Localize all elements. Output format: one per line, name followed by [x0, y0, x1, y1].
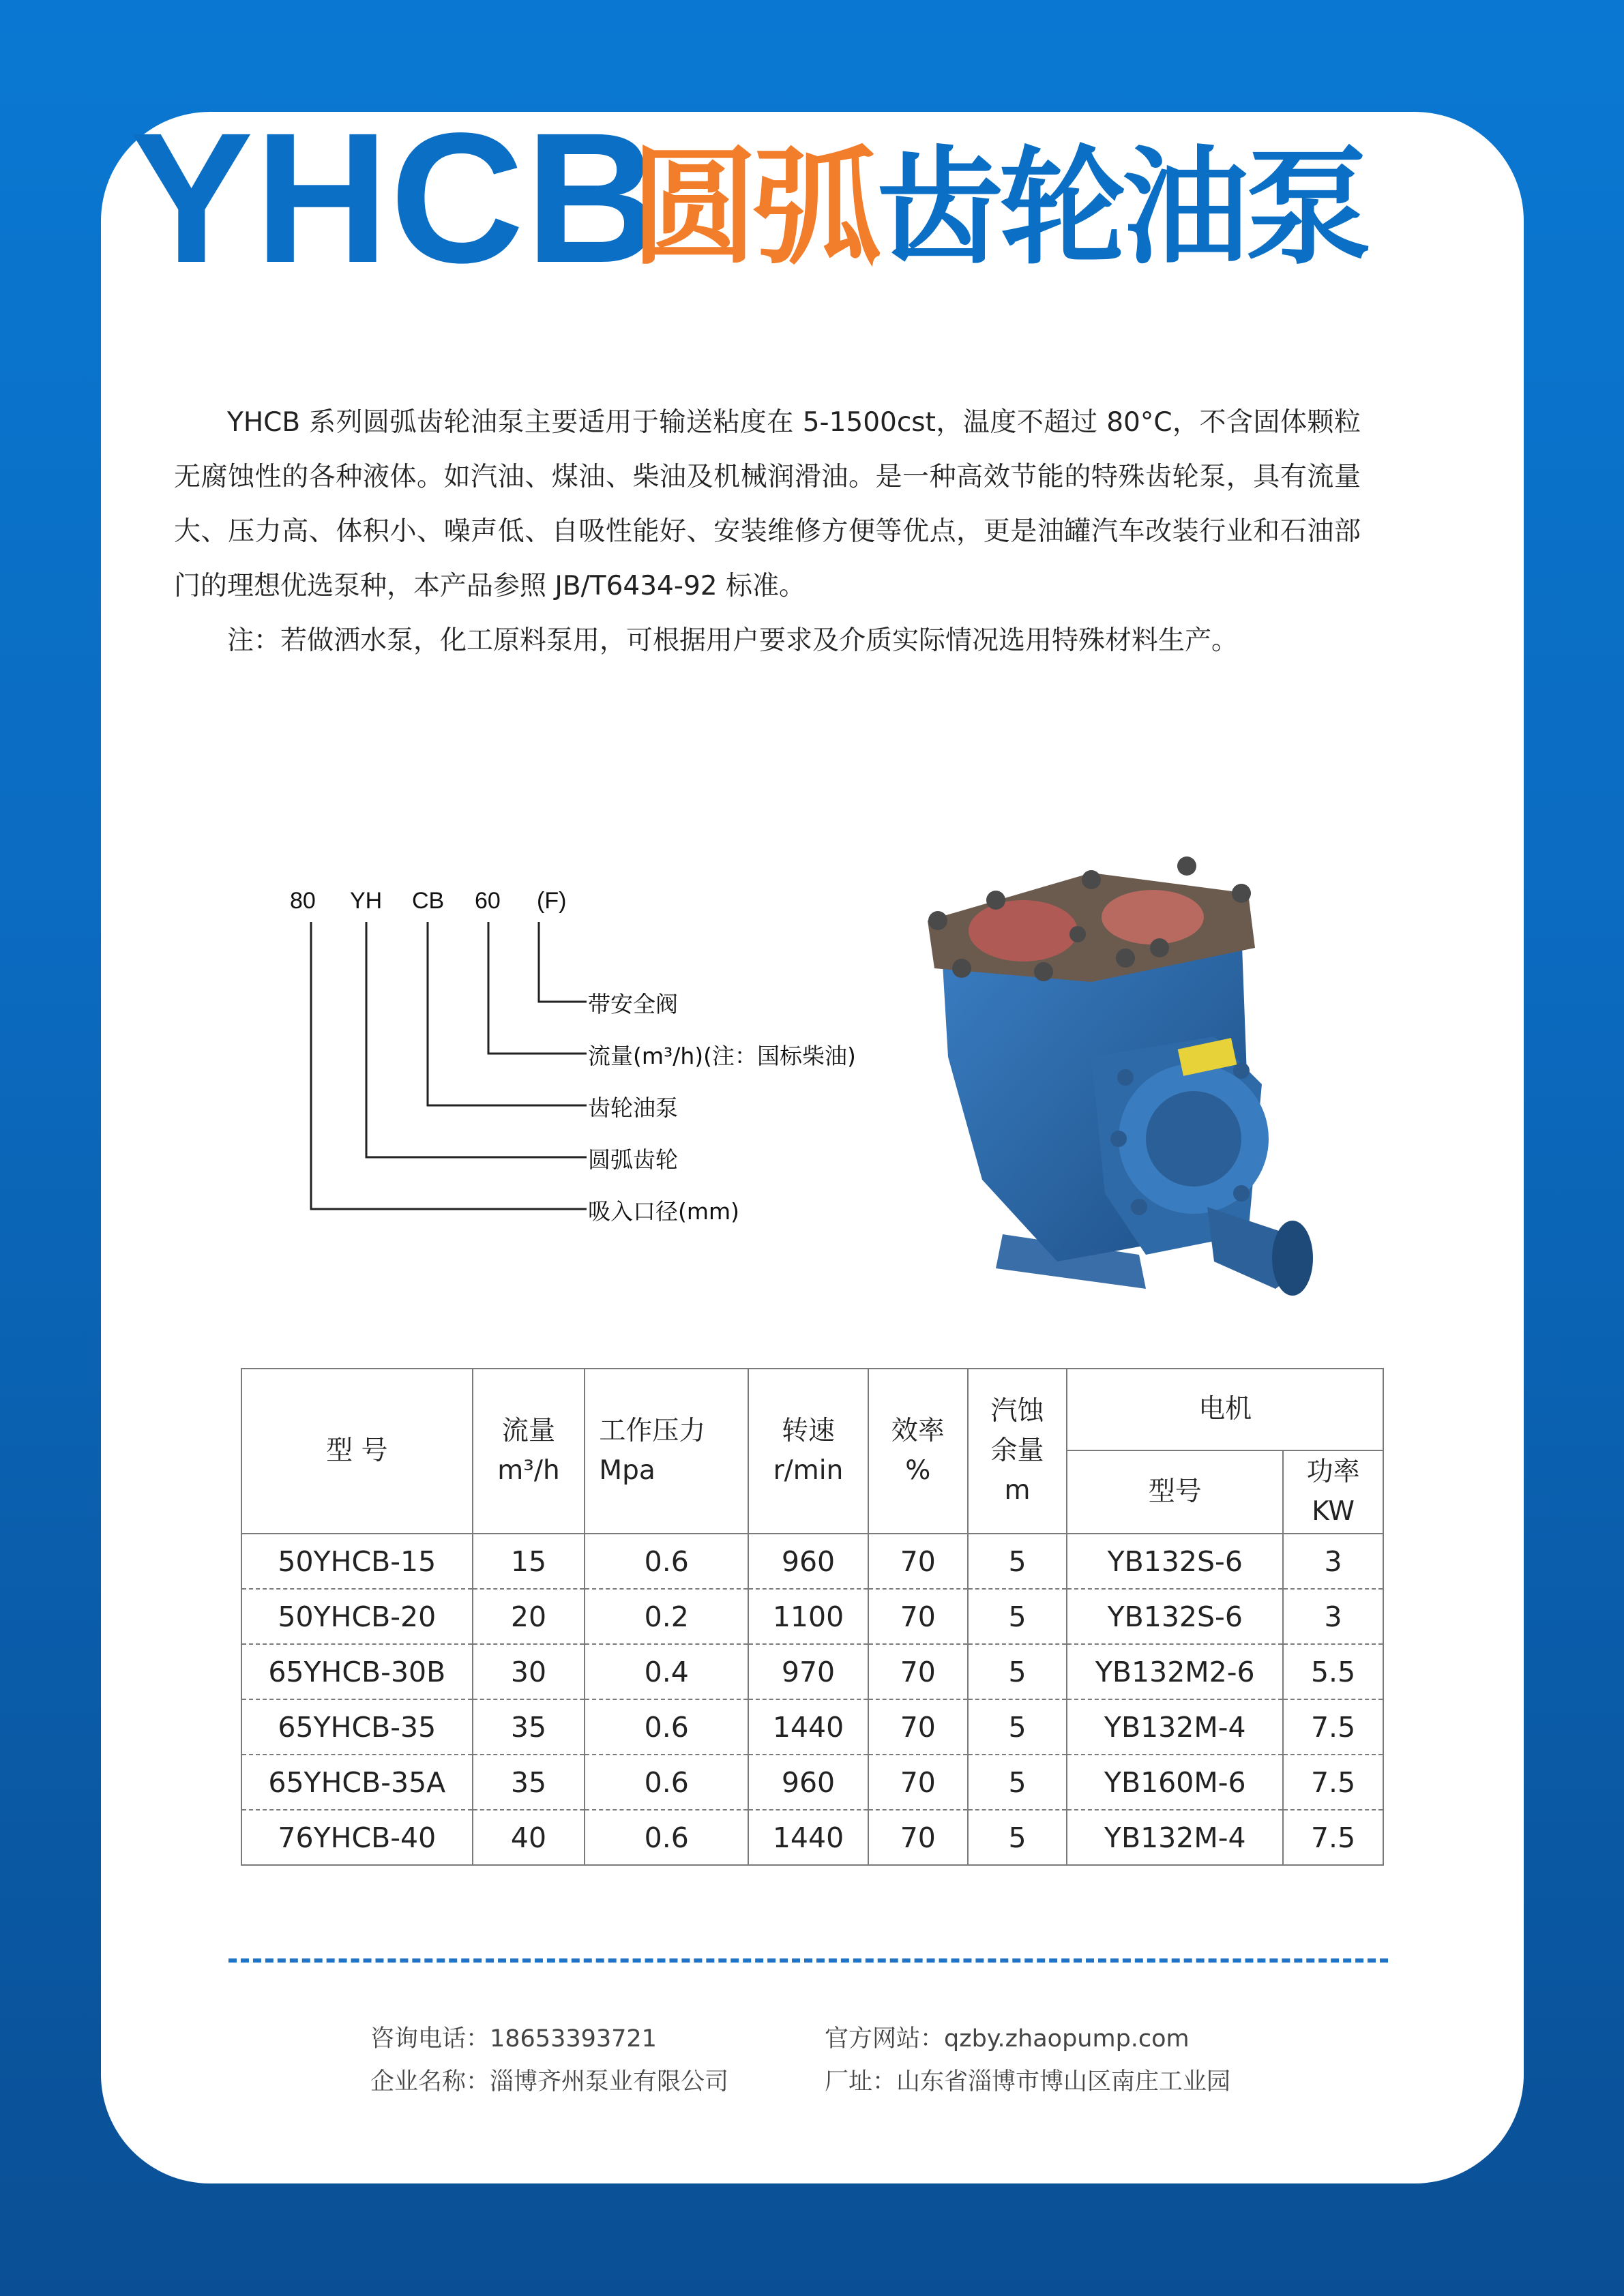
pump-photo: [921, 852, 1330, 1302]
cell-efficiency: 70: [868, 1699, 968, 1755]
code-label-gearpump: 齿轮油泵: [588, 1094, 678, 1121]
cell-npsh: 5: [968, 1755, 1067, 1810]
title-latin: YHCB: [130, 94, 661, 301]
cell-model: 50YHCB-15: [241, 1534, 473, 1589]
table-row: [241, 1699, 1383, 1755]
code-part-caliber: 80: [290, 888, 316, 914]
cell-motor-model: YB132S-6: [1067, 1589, 1283, 1644]
cell-speed: 960: [748, 1534, 868, 1589]
spec-table: [241, 1368, 1384, 1866]
header-flow: 流量 m³/h: [473, 1369, 585, 1534]
code-part-valve: (F): [537, 888, 567, 914]
cell-npsh: 5: [968, 1589, 1067, 1644]
footer-address: 厂址：山东省淄博市博山区南庄工业园: [825, 2068, 1231, 2096]
cell-pressure: 0.6: [585, 1810, 748, 1865]
code-label-valve: 带安全阀: [588, 991, 678, 1017]
cell-pressure: 0.4: [585, 1644, 748, 1699]
table-header-row: [241, 1369, 1383, 1450]
header-motor-model: 型号: [1067, 1450, 1283, 1534]
table-row: [241, 1589, 1383, 1644]
cell-flow: 35: [473, 1699, 585, 1755]
header-motor: 电机: [1067, 1369, 1383, 1450]
cell-flow: 15: [473, 1534, 585, 1589]
cell-motor-model: YB132M-4: [1067, 1699, 1283, 1755]
cell-model: 65YHCB-35A: [241, 1755, 473, 1810]
code-part-flow: 60: [475, 888, 501, 914]
cell-speed: 970: [748, 1644, 868, 1699]
cell-pressure: 0.6: [585, 1755, 748, 1810]
cell-flow: 40: [473, 1810, 585, 1865]
title-chinese: [631, 130, 1368, 286]
code-label-arc: 圆弧齿轮: [588, 1146, 678, 1173]
cell-model: 50YHCB-20: [241, 1589, 473, 1644]
cell-speed: 1440: [748, 1699, 868, 1755]
cell-power: 3: [1283, 1589, 1383, 1644]
cell-npsh: 5: [968, 1644, 1067, 1699]
cell-efficiency: 70: [868, 1810, 968, 1865]
cell-flow: 35: [473, 1755, 585, 1810]
cell-efficiency: 70: [868, 1644, 968, 1699]
cell-motor-model: YB160M-6: [1067, 1755, 1283, 1810]
cell-npsh: 5: [968, 1699, 1067, 1755]
cell-pressure: 0.2: [585, 1589, 748, 1644]
cell-model: 76YHCB-40: [241, 1810, 473, 1865]
header-power: 功率 KW: [1283, 1450, 1383, 1534]
code-part-gearpump: CB: [412, 888, 445, 914]
table-row: [241, 1644, 1383, 1699]
header-npsh: 汽蚀 余量 m: [968, 1369, 1067, 1534]
cell-motor-model: YB132M-4: [1067, 1810, 1283, 1865]
cell-power: 5.5: [1283, 1644, 1383, 1699]
footer-phone: 咨询电话：18653393721: [370, 2025, 657, 2053]
cell-pressure: 0.6: [585, 1699, 748, 1755]
header-efficiency: 效率 %: [868, 1369, 968, 1534]
table-row: [241, 1755, 1383, 1810]
title-blue-part: 齿轮油泵: [876, 134, 1368, 282]
header-pressure: 工作压力 Mpa: [585, 1369, 748, 1534]
cell-speed: 960: [748, 1755, 868, 1810]
code-label-flow: 流量(m³/h)(注：国标柴油): [588, 1043, 856, 1069]
intro-note: 注：若做洒水泵，化工原料泵用，可根据用户要求及介质实际情况选用特殊材料生产。: [227, 625, 1239, 656]
cell-speed: 1100: [748, 1589, 868, 1644]
cell-flow: 20: [473, 1589, 585, 1644]
cell-power: 7.5: [1283, 1699, 1383, 1755]
cell-pressure: 0.6: [585, 1534, 748, 1589]
cell-model: 65YHCB-30B: [241, 1644, 473, 1699]
table-row: [241, 1810, 1383, 1865]
footer-company: 企业名称：淄博齐州泵业有限公司: [370, 2068, 729, 2096]
cell-speed: 1440: [748, 1810, 868, 1865]
cell-power: 7.5: [1283, 1755, 1383, 1810]
cell-power: 7.5: [1283, 1810, 1383, 1865]
cell-motor-model: YB132S-6: [1067, 1534, 1283, 1589]
code-label-caliber: 吸入口径(mm): [588, 1198, 740, 1225]
intro-paragraph: YHCB 系列圆弧齿轮油泵主要适用于输送粘度在 5-1500cst，温度不超过 80°C，不含固体颗粒无腐蚀性的各种液体。如汽油、煤油、柴油及机械润滑油。是一种高效节能的特殊齿轮泵，具有流量大、压力高、体积小、噪声低、自吸性能好、安装维修方便等优点，更是油罐汽车改装行业和石油部门的理想优选泵种，本产品参照 JB/T6434-92 标准。: [174, 407, 1361, 601]
cell-power: 3: [1283, 1534, 1383, 1589]
cell-efficiency: 70: [868, 1589, 968, 1644]
cell-npsh: 5: [968, 1534, 1067, 1589]
table-row: [241, 1534, 1383, 1589]
footer-website[interactable]: 官方网站：qzby.zhaopump.com: [825, 2025, 1190, 2053]
intro-text: [174, 396, 1361, 668]
footer-divider: [228, 1958, 1388, 1963]
code-part-arc: YH: [350, 888, 383, 914]
title-orange-part: 圆弧: [631, 134, 877, 282]
header-speed: 转速 r/min: [748, 1369, 868, 1534]
cell-flow: 30: [473, 1644, 585, 1699]
cell-motor-model: YB132M2-6: [1067, 1644, 1283, 1699]
cell-efficiency: 70: [868, 1534, 968, 1589]
cell-model: 65YHCB-35: [241, 1699, 473, 1755]
header-model: 型 号: [241, 1369, 473, 1534]
cell-efficiency: 70: [868, 1755, 968, 1810]
cell-npsh: 5: [968, 1810, 1067, 1865]
